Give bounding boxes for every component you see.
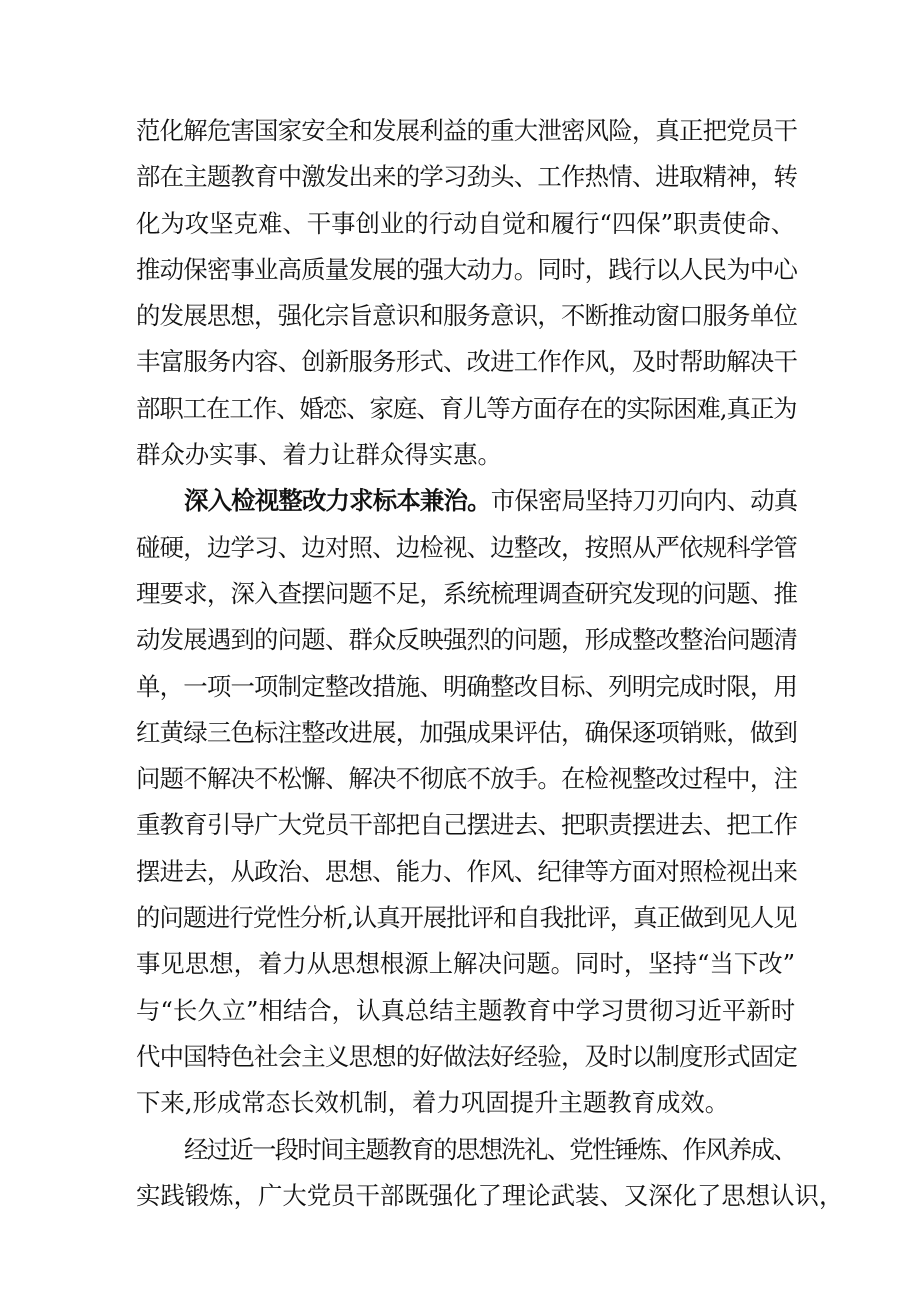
text-line: 问题不解决不松懈、解决不彻底不放手。在检视整改过程中，注 <box>136 764 798 794</box>
text-line: 丰富服务内容、创新服务形式、改进工作作风，及时帮助解决干 <box>136 347 798 377</box>
text-line: 下来,形成常态长效机制，着力巩固提升主题教育成效。 <box>136 1088 730 1118</box>
text-line: 推动保密事业高质量发展的强大动力。同时，践行以人民为中心 <box>136 254 798 284</box>
text-line: 摆进去，从政治、思想、能力、作风、纪律等方面对照检视出来 <box>136 856 798 886</box>
text-line: 范化解危害国家安全和发展利益的重大泄密风险，真正把党员干 <box>136 116 798 145</box>
text-line: 部在主题教育中激发出来的学习劲头、工作热情、进取精神，转 <box>136 162 798 192</box>
text-line: 动发展遇到的问题、群众反映强烈的问题，形成整改整治问题清 <box>136 625 798 655</box>
text-line: 红黄绿三色标注整改进展，加强成果评估，确保逐项销账，做到 <box>136 717 798 747</box>
text-line: 群众办实事、着力让群众得实惠。 <box>136 440 502 470</box>
text-line: 的问题进行党性分析,认真开展批评和自我批评，真正做到见人见 <box>136 903 797 933</box>
text-line: 与“长久立”相结合，认真总结主题教育中学习贯彻习近平新时 <box>136 995 796 1025</box>
text-line: 事见思想，着力从思想根源上解决问题。同时，坚持“当下改” <box>136 949 796 979</box>
paragraph-1 <box>136 108 798 478</box>
text-line: 化为攻坚克难、干事创业的行动自觉和履行“四保”职责使命、 <box>136 208 796 238</box>
text-line: 实践锻炼，广大党员干部既强化了理论武装、又深化了思想认识， <box>136 1180 844 1210</box>
document-body <box>136 108 844 1219</box>
text-span: 市保密局坚持刀刃向内、动真 <box>490 486 798 516</box>
text-line: 的发展思想，强化宗旨意识和服务意识，不断推动窗口服务单位 <box>136 301 798 331</box>
paragraph-2 <box>136 478 798 1126</box>
text-line: 代中国特色社会主义思想的好做法好经验，及时以制度形式固定 <box>136 1041 798 1071</box>
text-line: 单，一项一项制定整改措施、明确整改目标、列明完成时限，用 <box>136 671 798 701</box>
section-heading: 深入检视整改力求标本兼治。 <box>184 486 491 516</box>
text-line: 理要求，深入查摆问题不足，系统梳理调查研究发现的问题、推 <box>136 578 798 608</box>
text-line: 重教育引导广大党员干部把自己摆进去、把职责摆进去、把工作 <box>136 810 798 840</box>
text-line: 碰硬，边学习、边对照、边检视、边整改，按照从严依规科学管 <box>136 532 798 562</box>
paragraph-3 <box>136 1127 844 1220</box>
paragraph-first-line <box>136 478 798 524</box>
paragraph-first-line: 经过近一段时间主题教育的思想洗礼、党性锤炼、作风养成、 <box>184 1134 796 1164</box>
text-line: 部职工在工作、婚恋、家庭、育儿等方面存在的实际困难,真正为 <box>136 393 797 423</box>
